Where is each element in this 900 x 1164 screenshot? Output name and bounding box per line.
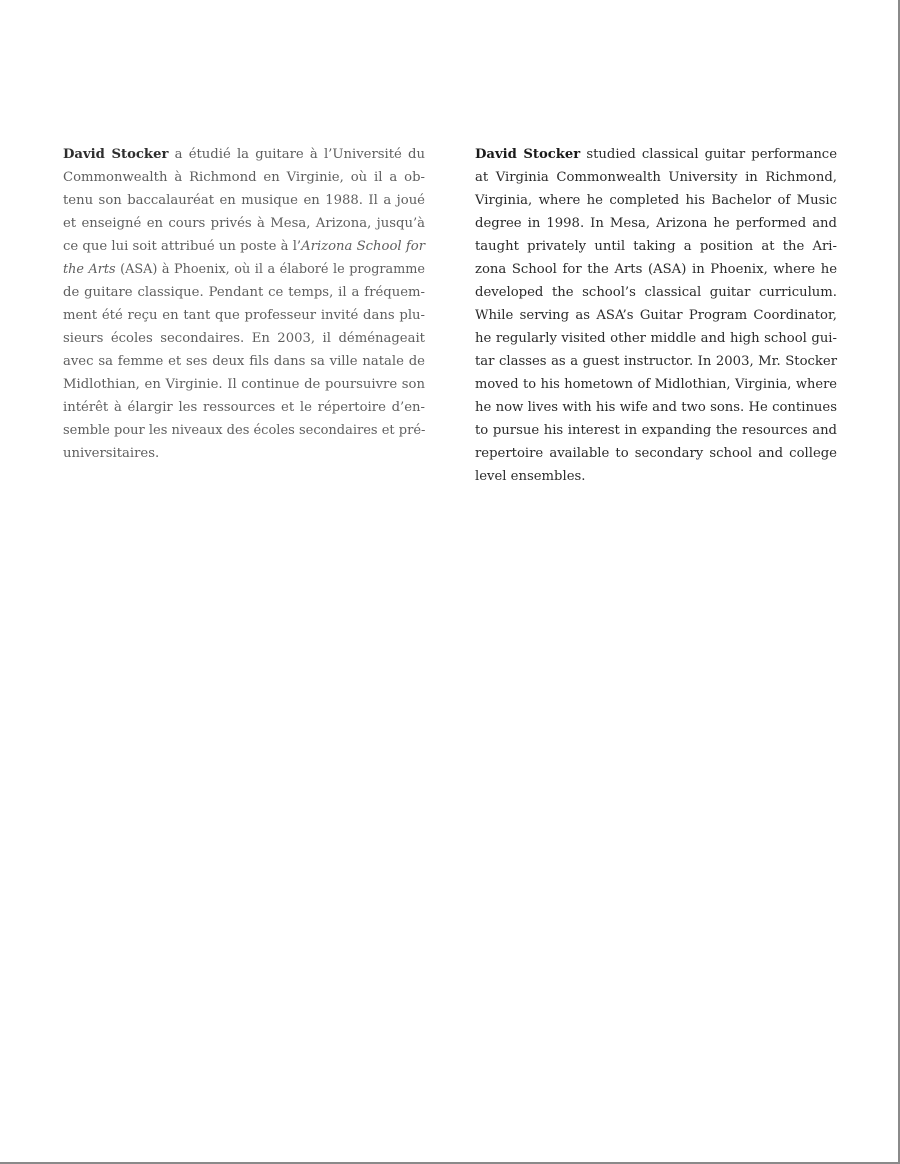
text-line: de guitare classique. Pendant ce temps, il a fréquem-: [63, 285, 425, 300]
text-line: level ensembles.: [475, 469, 586, 484]
text-line: David Stocker a étudié la guitare à l’Université du: [63, 147, 425, 162]
text-line: ment été reçu en tant que professeur invité dans plu-: [63, 308, 425, 323]
text-line: repertoire available to secondary school and college: [475, 446, 837, 461]
text-line: intérêt à élargir les ressources et le répertoire d’en-: [63, 400, 425, 415]
author-name: David Stocker: [63, 147, 169, 162]
text-line: at Virginia Commonwealth University in Richmond,: [475, 170, 837, 185]
school-name-italic: Arizona School for: [301, 239, 425, 254]
text-line: While serving as ASA’s Guitar Program Coordinator,: [475, 308, 837, 323]
text-line: David Stocker studied classical guitar performance: [475, 147, 838, 162]
text-line: Midlothian, en Virginie. Il continue de poursuivre son: [63, 377, 425, 392]
text-line: sieurs écoles secondaires. En 2003, il déménageait: [63, 331, 425, 346]
text-line: Commonwealth à Richmond en Virginie, où il a ob-: [63, 170, 425, 185]
text-line: degree in 1998. In Mesa, Arizona he performed and: [475, 216, 837, 231]
text-line: et enseigné en cours privés à Mesa, Arizona, jusqu’à: [63, 216, 425, 231]
text-line: avec sa femme et ses deux fils dans sa ville natale de: [63, 354, 425, 369]
text-line: ce que lui soit attribué un poste à l’Arizona School for: [63, 239, 425, 254]
french-biography: [63, 143, 425, 465]
text-line: semble pour les niveaux des écoles secondaires et pré-: [63, 423, 426, 438]
text-line: taught privately until taking a position at the Ari-: [475, 239, 837, 254]
text-line: developed the school’s classical guitar curriculum.: [475, 285, 837, 300]
text-line: universitaires.: [63, 446, 160, 461]
text-line: tenu son baccalauréat en musique en 1988. Il a joué: [63, 193, 425, 208]
school-name-italic: the Arts: [63, 262, 116, 277]
text-line: moved to his hometown of Midlothian, Virginia, where: [475, 377, 837, 392]
text-line: he regularly visited other middle and high school gui-: [475, 331, 837, 346]
text-line: zona School for the Arts (ASA) in Phoenix, where he: [475, 262, 837, 277]
text-line: he now lives with his wife and two sons. He continues: [475, 400, 837, 415]
text-line: the Arts (ASA) à Phoenix, où il a élaboré le programme: [63, 262, 426, 277]
text-line: tar classes as a guest instructor. In 2003, Mr. Stocker: [475, 354, 837, 369]
text-line: to pursue his interest in expanding the resources and: [475, 423, 837, 438]
author-name: David Stocker: [475, 147, 581, 162]
text-line: Virginia, where he completed his Bachelor of Music: [475, 193, 837, 208]
english-biography: [475, 143, 837, 488]
